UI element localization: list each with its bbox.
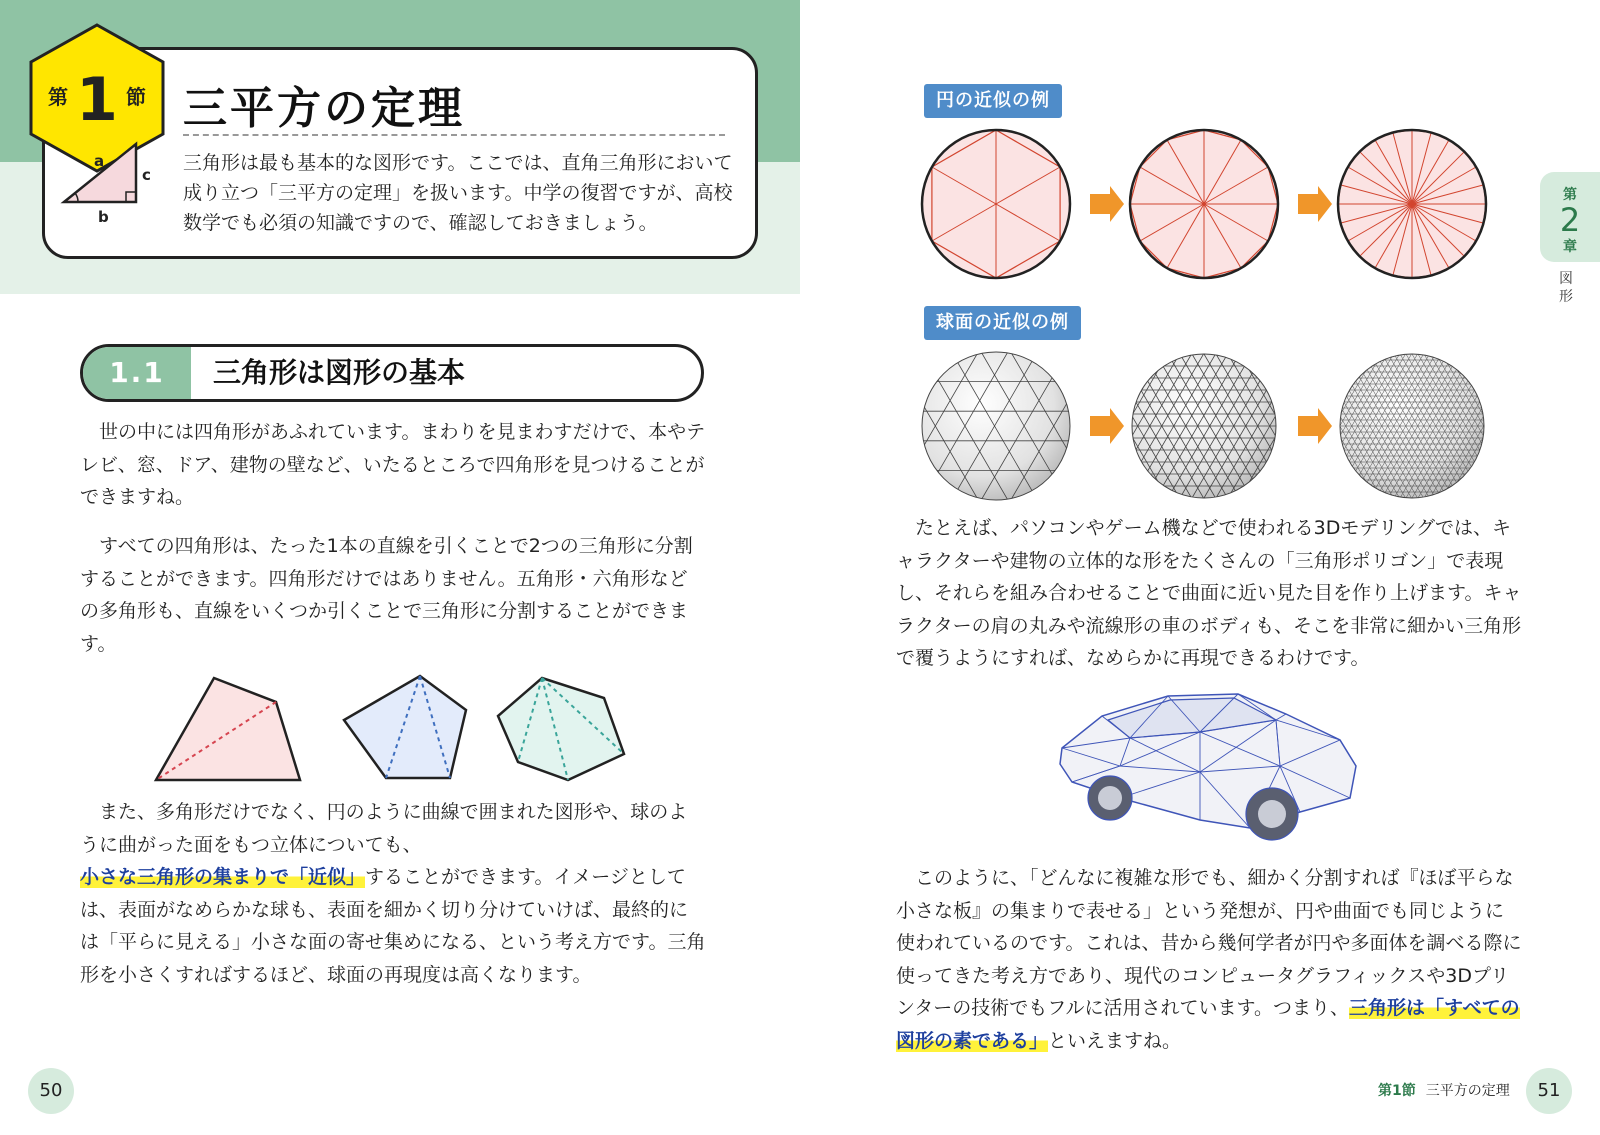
circle-approximation-figure xyxy=(920,122,1500,286)
right-paragraph-2 xyxy=(896,862,1522,1057)
left-paragraph-3-before: また、多角形だけでなく、円のように曲線で囲まれた図形や、球のように曲がった面をもつ立体についても、 xyxy=(80,801,688,856)
heading-1-1 xyxy=(80,344,704,402)
arrow-icon xyxy=(1298,186,1332,222)
page-number-right: 51 xyxy=(1526,1068,1572,1114)
section-title: 三平方の定理 xyxy=(183,83,465,134)
triangle-label-c: c xyxy=(142,166,151,184)
triangle-label-b: b xyxy=(98,208,109,226)
sphere-approximation-figure xyxy=(920,346,1500,502)
chapter-tab xyxy=(1540,172,1600,262)
polygon-division-figure xyxy=(150,670,630,782)
footer-title: 三平方の定理 xyxy=(1425,1083,1510,1099)
right-paragraph-1: たとえば、パソコンやゲーム機などで使われる3Dモデリングでは、キャラクターや建物の立体的な形をたくさんの「三角形ポリゴン」で表現し、それらを組み合わせることで曲面に近い見た目を作り上げます。キャラクターの肩の丸みや流線形の車のボディも、そこを非常に細かい三角形で覆うようにすれば、なめらかに再現できるわけです。 xyxy=(896,517,1522,669)
arrow-icon xyxy=(1090,408,1124,444)
chapter-tab-post: 章 xyxy=(1563,239,1577,255)
chapter-tab-number: 2 xyxy=(1559,201,1581,239)
highlight-triangle-element: 三角形は「すべての図形の素である」 xyxy=(896,997,1520,1052)
badge-number: 1 xyxy=(76,65,118,135)
section-intro: 三角形は最も基本的な図形です。ここでは、直角三角形において成り立つ「三平方の定理」を扱います。中学の復習ですが、高校数学でも必須の知識ですので、確認しておきましょう。 xyxy=(183,152,733,234)
badge-pre: 第 xyxy=(48,85,68,109)
left-paragraph-2: すべての四角形は、たった1本の直線を引くことで2つの三角形に分割することができます。四角形だけではありません。五角形・六角形などの多角形も、直線をいくつか引くことで三角形に分割することができます。 xyxy=(80,535,693,655)
triangle-label-a: a xyxy=(94,152,105,170)
left-paragraph-3-after: することができます。イメージとしては、表面がなめらかな球も、表面を細かく切り分けていけば、最終的には「平らに見える」小さな面の寄せ集めになる、という考え方です。三角形を小さくすればするほど、球面の再現度は高くなります。 xyxy=(80,866,706,986)
running-footer xyxy=(1378,1080,1510,1100)
right-paragraph-2-after: といえますね。 xyxy=(1048,1029,1182,1052)
footer-section: 第1節 xyxy=(1378,1083,1416,1099)
left-paragraph-3 xyxy=(80,796,706,991)
chapter-tab-pre: 第 xyxy=(1563,187,1577,203)
arrow-icon xyxy=(1090,186,1124,222)
inscribed-polygon-circle xyxy=(922,130,1070,278)
title-divider xyxy=(183,134,725,136)
inscribed-polygon-circle xyxy=(1130,130,1278,278)
right-triangle-icon xyxy=(60,140,152,232)
heading-number: 1.1 xyxy=(83,347,191,399)
polygon-car-figure xyxy=(1050,686,1370,846)
highlight-approximation: 小さな三角形の集まりで「近似」 xyxy=(80,866,366,888)
sphere-approx-label: 球面の近似の例 xyxy=(924,306,1081,340)
inscribed-polygon-circle xyxy=(1338,130,1486,278)
arrow-icon xyxy=(1298,408,1332,444)
right-paragraph-2-before: このように、「どんなに複雑な形でも、細かく分割すれば『ほぼ平らな小さな板』の集まりで表せる」という発想が、円や曲面でも同じように使われているのです。これは、昔から幾何学者が円や多面体を調べる際に使ってきた考え方であり、現代のコンピュータグラフィックスや3Dプリンターの技術でもフルに活用されています。つまり、 xyxy=(896,867,1522,1019)
chapter-subtitle: 図形 xyxy=(1559,271,1573,305)
circle-approx-label: 円の近似の例 xyxy=(924,84,1062,118)
left-paragraph-1: 世の中には四角形があふれています。まわりを見まわすだけで、本やテレビ、窓、ドア、建物の壁など、いたるところで四角形を見つけることができますね。 xyxy=(80,421,706,508)
heading-title: 三角形は図形の基本 xyxy=(213,356,466,389)
badge-post: 節 xyxy=(126,85,146,109)
page-number-left: 50 xyxy=(28,1068,74,1114)
